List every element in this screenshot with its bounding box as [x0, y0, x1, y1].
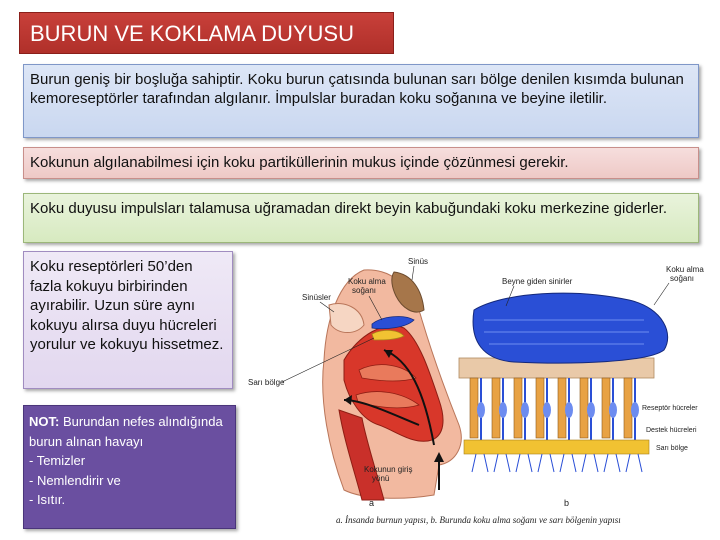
yellow-zone-band — [464, 440, 649, 454]
label-giris-2: yönü — [372, 474, 390, 483]
label-koku-alma-sogani-1: Koku alma — [348, 277, 386, 286]
note-item-3: - Isıtır. — [29, 492, 66, 507]
info-text-part1: Burun geniş bir boşluğa sahiptir. Koku burun çatısında bulunan — [30, 71, 452, 88]
info-box-nose-structure — [23, 64, 699, 138]
info-box-mucus — [23, 147, 699, 179]
page-title: BURUN VE KOKLAMA DUYUSU — [19, 12, 394, 54]
nose-cross-section — [248, 257, 461, 508]
info-box-receptors — [23, 251, 233, 389]
label-koku-alma-r2: soğanı — [670, 274, 695, 283]
label-sari-bolge-right: Sarı bölge — [656, 445, 688, 452]
info-text: Koku duyusu impulsları talamusa uğramadan direkt beyin kabuğundaki koku merkezine giderler. — [30, 200, 668, 217]
nose-anatomy-diagram — [244, 250, 704, 535]
info-text-part2: denilen kısımda bulunan kemoreseptörler tarafından algılanır. İmpulslar buradan koku soğanına ve beyine iletilir. — [30, 71, 684, 107]
leader-koku-alma-r — [654, 283, 669, 305]
label-giris-1: Kokunun giriş — [364, 465, 413, 474]
receptor-cells — [470, 378, 639, 450]
note-box — [23, 405, 236, 529]
olfactory-bulb-large — [473, 293, 668, 363]
note-text — [29, 414, 223, 449]
leader-sinus — [412, 266, 414, 280]
label-sari-bolge-left: Sarı bölge — [248, 378, 285, 387]
label-b: b — [564, 498, 570, 508]
label-beyne-giden: Beyne giden sinirler — [502, 277, 573, 286]
note-item-2: - Nemlendirir ve — [29, 472, 121, 488]
note-label: NOT: — [29, 414, 60, 429]
olfactory-detail — [459, 265, 704, 508]
diagram-caption: a. İnsanda burnun yapısı, b. Burunda koku alma soğanı ve sarı bölgenin yapısı — [336, 515, 621, 525]
label-koku-alma-sogani-2: soğanı — [352, 286, 377, 295]
label-koku-alma-r1: Koku alma — [666, 265, 704, 274]
note-item-1: - Temizler — [29, 453, 86, 468]
label-reseptor: Reseptör hücreler — [642, 405, 698, 412]
info-text: Koku reseptörleri 50’den fazla kokuyu birbirinden ayırabilir. Uzun süre aynı kokuyu alırsa duyu hücreleri yorulur ve kokuyu hissetmez. — [30, 258, 224, 353]
label-sinusler: Sinüsler — [302, 293, 331, 302]
info-text: Kokunun algılanabilmesi için koku partiküllerinin mukus içinde çözünmesi gerekir. — [30, 154, 569, 171]
info-box-impulse — [23, 193, 699, 243]
note-body: Burundan nefes alındığında burun alınan havayı — [29, 414, 223, 449]
cilia — [472, 454, 642, 472]
label-destek: Destek hücreleri — [646, 427, 697, 434]
highlight-sari-bolge: sarı bölge — [451, 71, 517, 88]
label-a: a — [369, 498, 375, 508]
label-sinus: Sinüs — [408, 257, 429, 266]
